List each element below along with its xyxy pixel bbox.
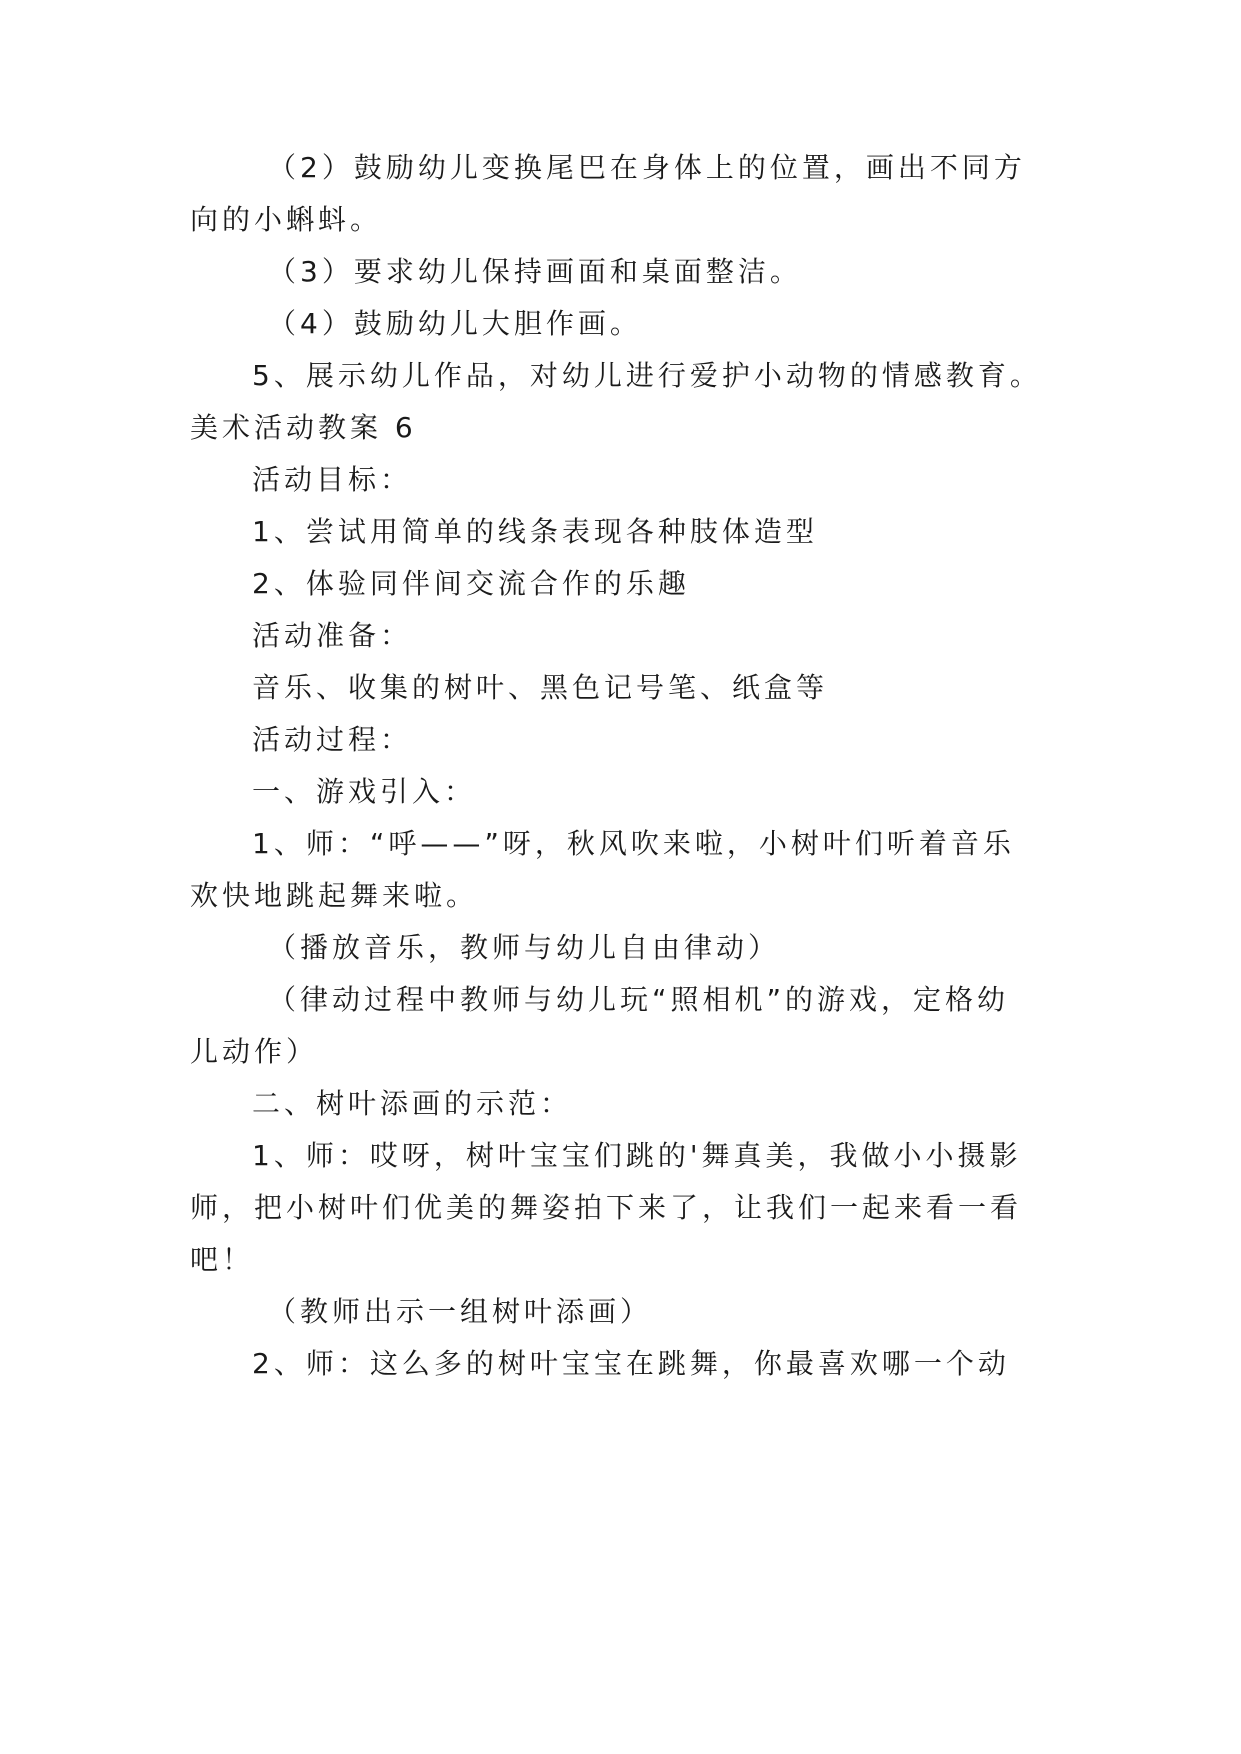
- text-line: 吧！: [190, 1243, 255, 1276]
- text-line: 5、展示幼儿作品，对幼儿进行爱护小动物的情感教育。: [252, 359, 1042, 392]
- text-line: 1、师：哎呀，树叶宝宝们跳的'舞真美，我做小小摄影: [252, 1139, 1022, 1172]
- text-line: 2、师：这么多的树叶宝宝在跳舞，你最喜欢哪一个动: [252, 1347, 1010, 1380]
- text-line: 一、游戏引入：: [252, 775, 477, 808]
- text-line: 二、树叶添画的示范：: [252, 1087, 573, 1120]
- text-line: 音乐、收集的树叶、黑色记号笔、纸盒等: [252, 671, 829, 704]
- text-line: （播放音乐，教师与幼儿自由律动）: [268, 931, 781, 964]
- text-line: 向的小蝌蚪。: [190, 203, 383, 236]
- text-line: （教师出示一组树叶添画）: [268, 1295, 653, 1328]
- text-line: （律动过程中教师与幼儿玩“照相机”的游戏，定格幼: [268, 983, 1010, 1016]
- text-line: 活动过程：: [252, 723, 413, 756]
- text-line: （4）鼓励幼儿大胆作画。: [268, 307, 642, 340]
- text-line: 1、师：“呼——”呀，秋风吹来啦，小树叶们听着音乐: [252, 827, 1015, 860]
- text-line: （3）要求幼儿保持画面和桌面整洁。: [268, 255, 802, 288]
- text-line: 2、体验同伴间交流合作的乐趣: [252, 567, 690, 600]
- text-line: 活动目标：: [252, 463, 413, 496]
- text-line: 活动准备：: [252, 619, 413, 652]
- text-line: 欢快地跳起舞来啦。: [190, 879, 479, 912]
- text-line: （2）鼓励幼儿变换尾巴在身体上的位置，画出不同方: [268, 151, 1026, 184]
- text-line: 儿动作）: [190, 1035, 319, 1068]
- section-heading: 美术活动教案 6: [190, 411, 417, 444]
- text-line: 1、尝试用简单的线条表现各种肢体造型: [252, 515, 818, 548]
- text-line: 师，把小树叶们优美的舞姿拍下来了，让我们一起来看一看: [190, 1191, 1023, 1224]
